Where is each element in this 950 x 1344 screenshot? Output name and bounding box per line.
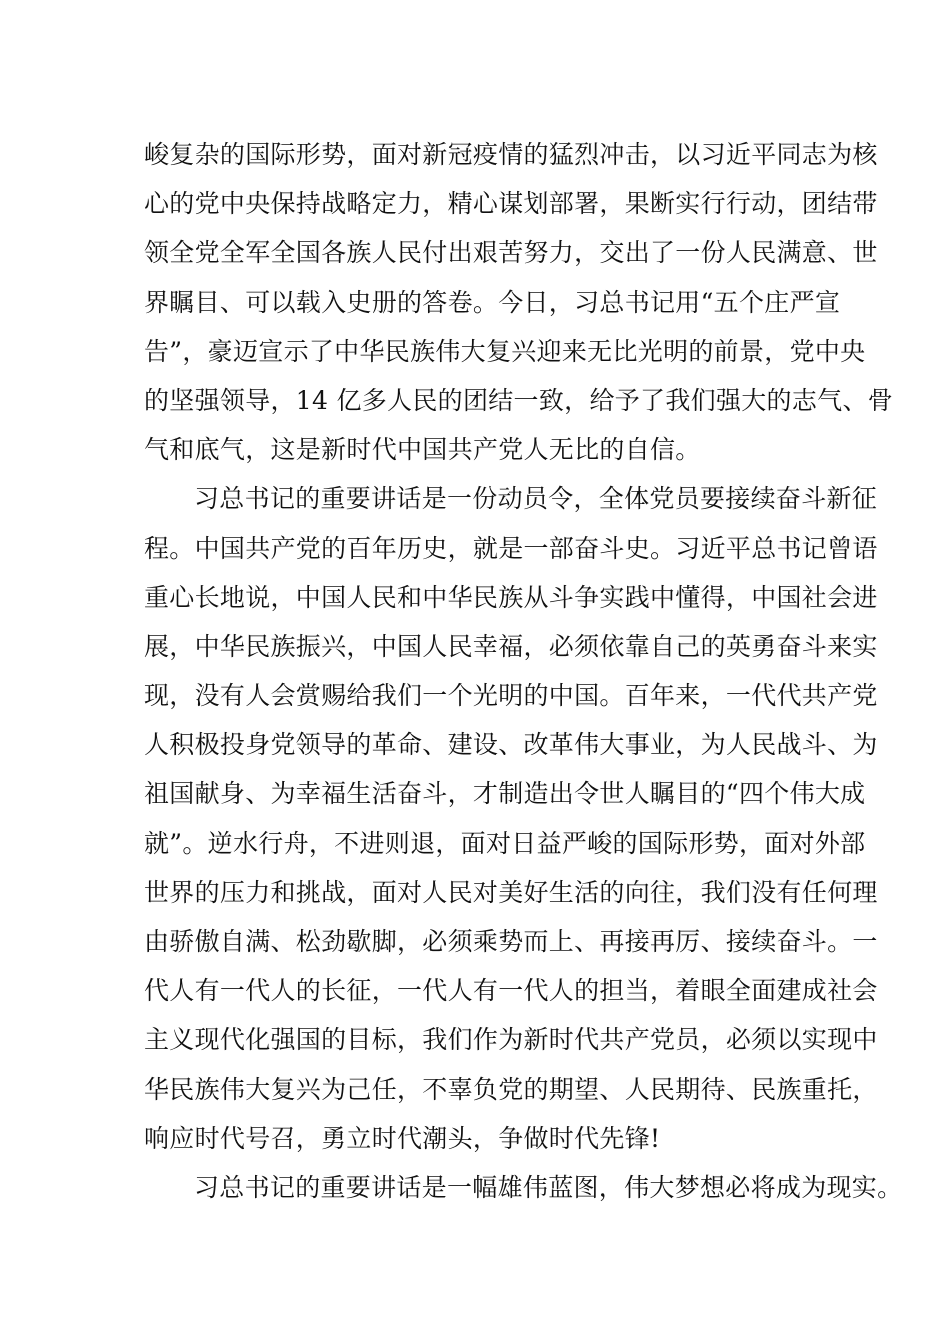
text-line: 告”，豪迈宣示了中华民族伟大复兴迎来无比光明的前景，党中央 (144, 336, 866, 366)
text-line: 祖国献身、为幸福生活奋斗，才制造出令世人瞩目的“四个伟大成 (144, 779, 866, 809)
text-line: 重心长地说，中国人民和中华民族从斗争实践中懂得，中国社会进 (144, 582, 878, 612)
text-line: 主义现代化强国的目标，我们作为新时代共产党员，必须以实现中 (144, 1025, 878, 1055)
text-line: 人积极投身党领导的革命、建设、改革伟大事业，为人民战斗、为 (144, 730, 878, 760)
text-line: 程。中国共产党的百年历史，就是一部奋斗史。习近平总书记曾语 (144, 533, 878, 563)
text-line: 华民族伟大复兴为己任，不辜负党的期望、人民期待、民族重托， (144, 1074, 878, 1104)
text-line: 的坚强领导，14 亿多人民的团结一致，给予了我们强大的志气、骨 (144, 385, 894, 415)
text-line: 由骄傲自满、松劲歇脚，必须乘势而上、再接再厉、接续奋斗。一 (144, 927, 878, 956)
text-line: 世界的压力和挑战，面对人民对美好生活的向往，我们没有任何理 (144, 877, 878, 907)
text-line: 展，中华民族振兴，中国人民幸福，必须依靠自己的英勇奋斗来实 (144, 631, 878, 661)
text-line: 代人有一代人的长征，一代人有一代人的担当，着眼全面建成社会 (144, 976, 878, 1006)
text-line: 峻复杂的国际形势，面对新冠疫情的猛烈冲击，以习近平同志为核 (144, 140, 878, 169)
text-line: 现，没有人会赏赐给我们一个光明的中国。百年来，一代代共产党 (144, 681, 878, 711)
text-line: 界瞩目、可以载入史册的答卷。今日，习总书记用“五个庄严宣 (144, 287, 841, 317)
body-text (144, 130, 903, 1212)
text-line: 领全党全军全国各族人民付出艰苦努力，交出了一份人民满意、世 (144, 238, 878, 268)
text-line: 就”。逆水行舟，不进则退，面对日益严峻的国际形势，面对外部 (144, 828, 866, 858)
text-line: 心的党中央保持战略定力，精心谋划部署，果断实行行动，团结带 (144, 189, 878, 219)
text-line: 响应时代号召，勇立时代潮头，争做时代先锋! (144, 1123, 661, 1153)
paragraph-first-line: 习总书记的重要讲话是一幅雄伟蓝图，伟大梦想必将成为现实。 (194, 1172, 903, 1202)
text-line: 气和底气，这是新时代中国共产党人无比的自信。 (144, 435, 701, 465)
paragraph-first-line: 习总书记的重要讲话是一份动员令，全体党员要接续奋斗新征 (194, 484, 878, 514)
